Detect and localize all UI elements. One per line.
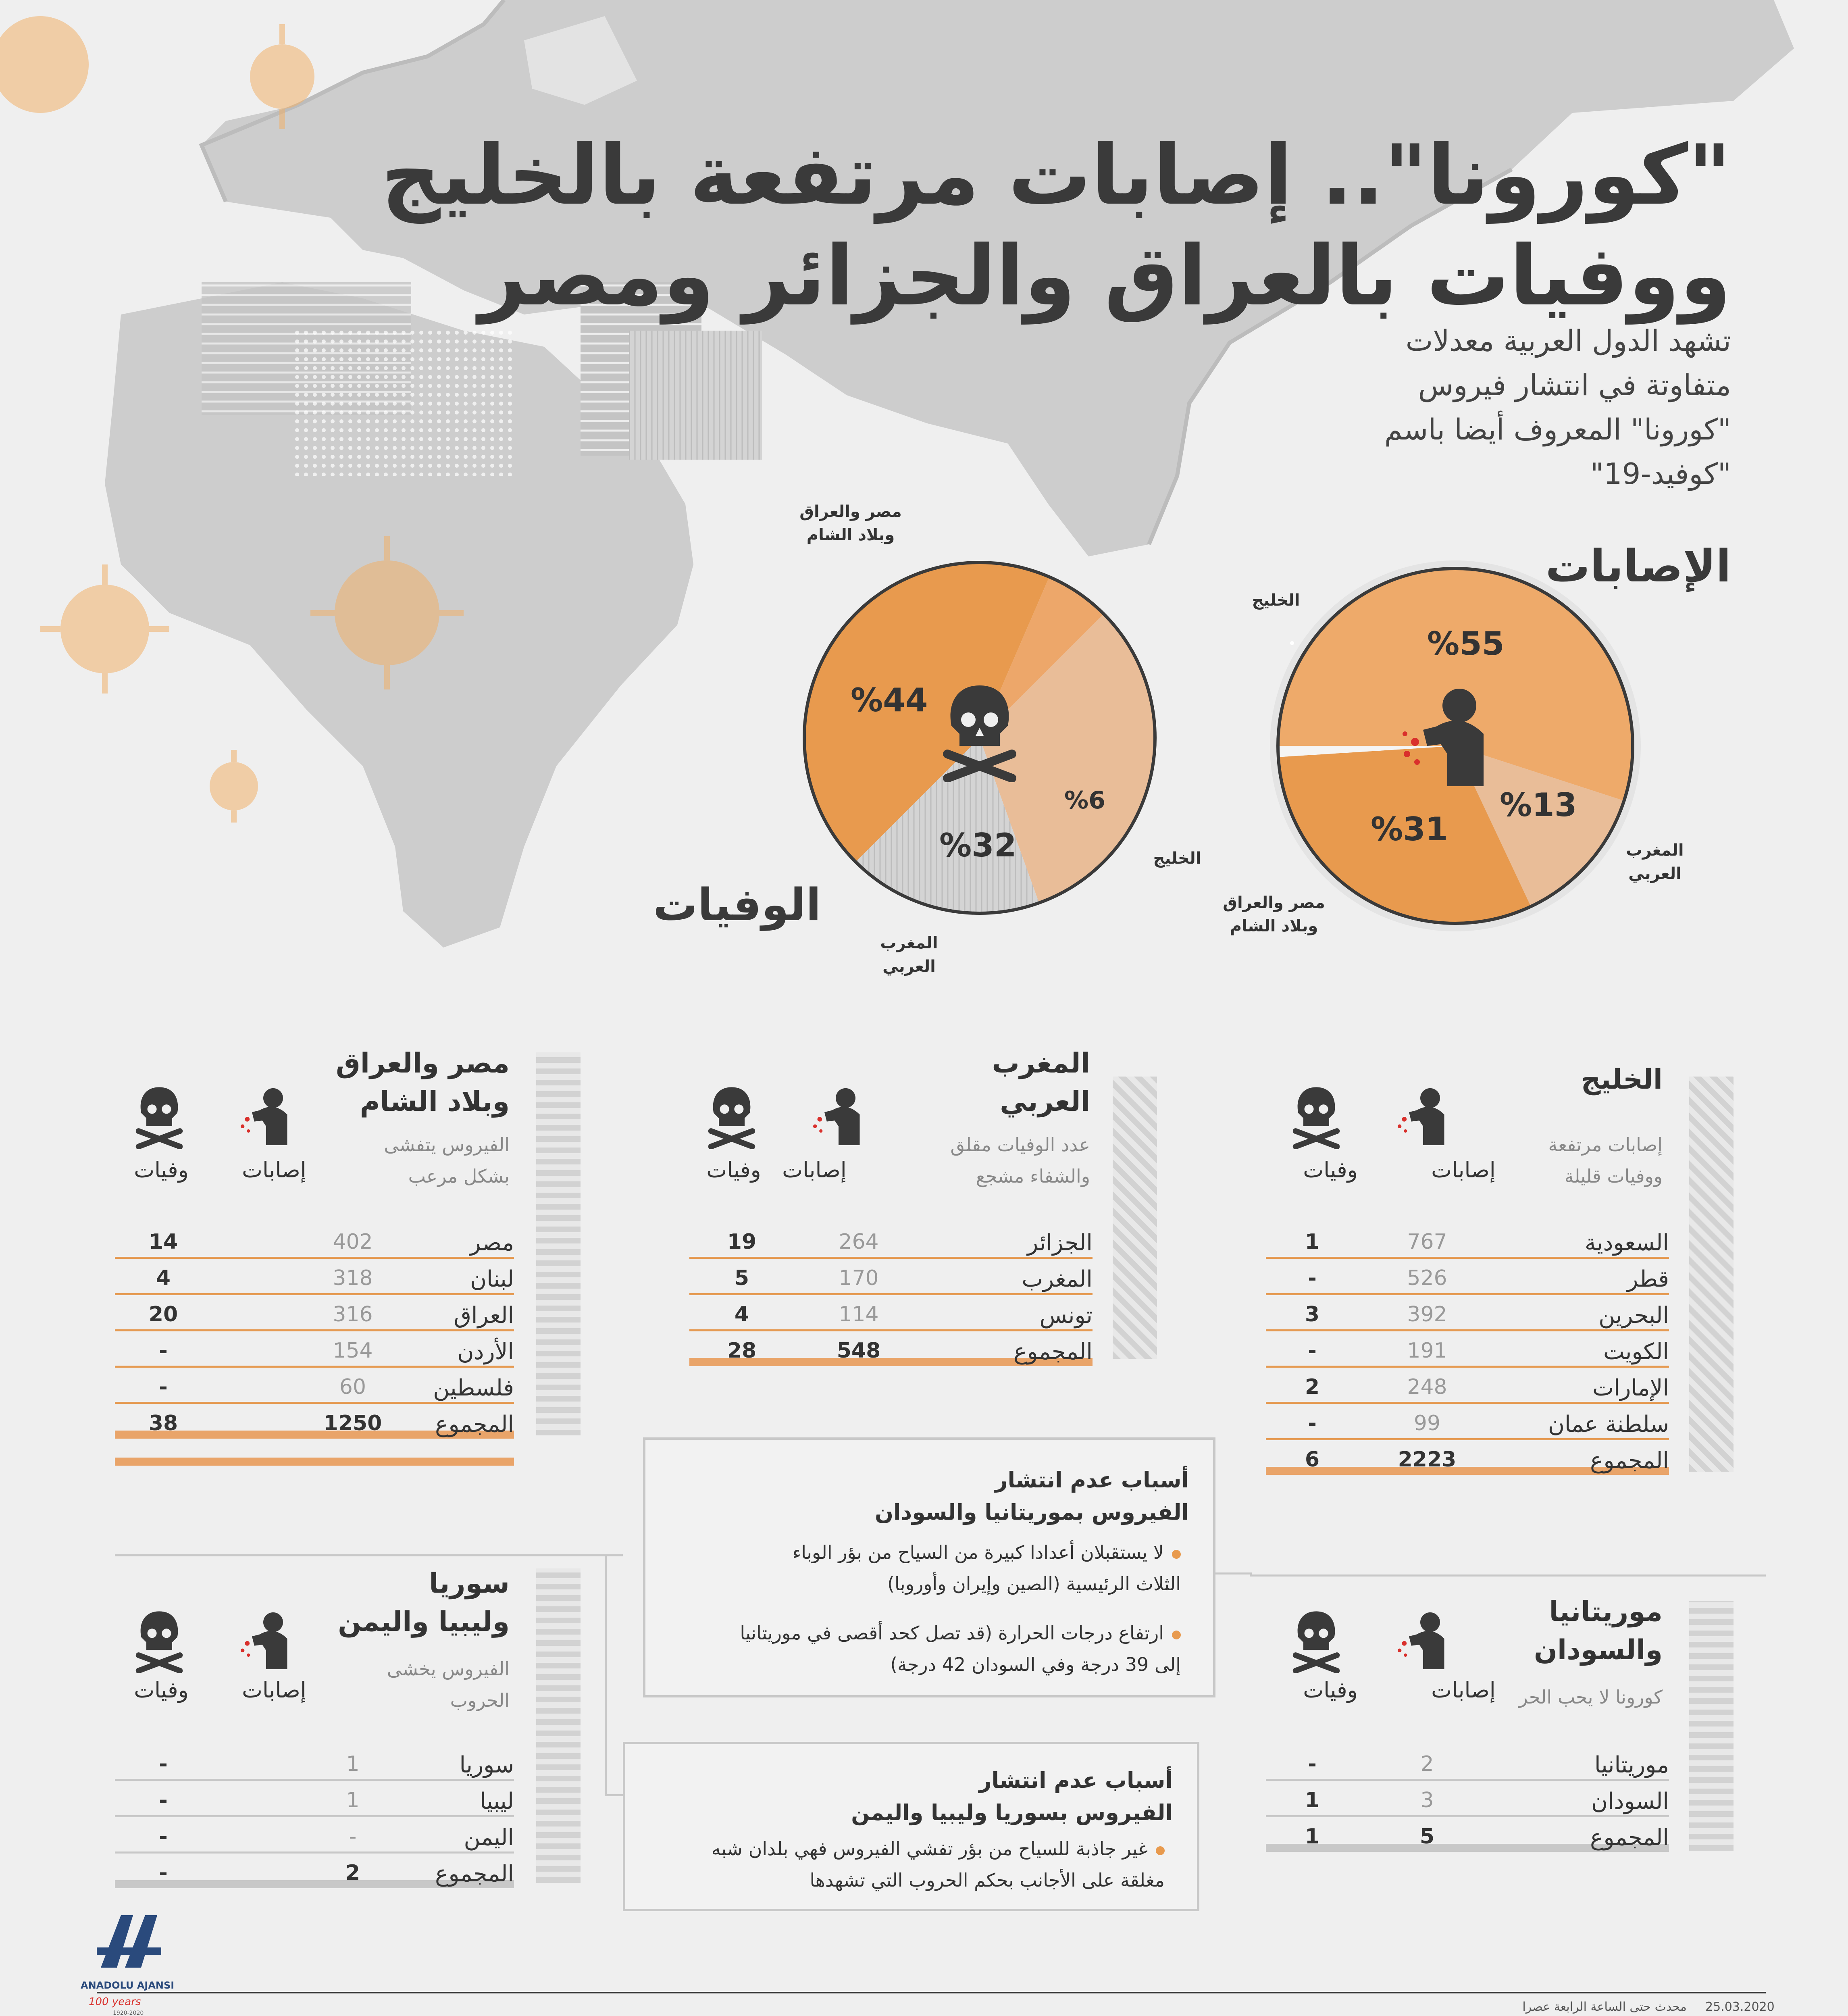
cases-value: 3 (1420, 1788, 1434, 1812)
table-row (1266, 1302, 1669, 1331)
deaths-value: 4 (156, 1266, 171, 1290)
country-name: البحرين (1598, 1302, 1669, 1329)
cases-value: 316 (333, 1302, 373, 1327)
cases-value: 2 (345, 1861, 360, 1885)
table-total-row (115, 1861, 514, 1890)
country-name: سوريا (459, 1752, 514, 1778)
mauritania-pattern-bar (1689, 1601, 1734, 1851)
table-row (1266, 1375, 1669, 1404)
page-title (320, 125, 1731, 327)
table-row (1266, 1230, 1669, 1259)
syria-title: سوريا وليبيا واليمن (338, 1568, 510, 1638)
syria-subtitle: الفيروس يخشى الحروب (387, 1658, 510, 1711)
table-total-row (689, 1339, 1093, 1368)
maghreb-pattern-bar (1113, 1077, 1157, 1359)
levant-deaths-header: وفيات (134, 1157, 189, 1183)
cases-value: 526 (1407, 1266, 1447, 1290)
row-divider (1266, 1293, 1669, 1295)
subtitle-line: "كورونا" المعروف أيضا باسم (1384, 412, 1731, 446)
infections-pct-egypt-iraq: %31 (1371, 810, 1448, 848)
country-name: الأردن (457, 1339, 514, 1365)
mauritania-subtitle: كورونا لا يحب الحر (1519, 1686, 1663, 1708)
deaths-value: 28 (727, 1339, 757, 1363)
reasons-syria-item: غير جاذبة للسياح من بؤر تفشي الفيروس فهي بلدان شبه مغلقة على الأجانب بحكم الحروب التي تشهدها (711, 1838, 1165, 1891)
row-divider (689, 1257, 1093, 1259)
syria-deaths-header: وفيات (134, 1677, 189, 1703)
country-name: الكويت (1603, 1339, 1669, 1365)
deaths-value: 5 (734, 1266, 749, 1290)
deaths-value: 20 (148, 1302, 178, 1327)
row-divider (1266, 1257, 1669, 1259)
row-divider (115, 1779, 514, 1781)
cases-value: 402 (333, 1230, 373, 1254)
sneeze-icon (810, 1085, 867, 1151)
cases-value: 318 (333, 1266, 373, 1290)
skull-icon (705, 1085, 758, 1151)
bullet-icon (1156, 1846, 1165, 1855)
country-name: المجموع (1013, 1339, 1093, 1365)
syria-cases-header: إصابات (242, 1677, 306, 1703)
cases-value: 264 (839, 1230, 879, 1254)
gulf-subtitle: إصابات مرتفعة ووفيات قليلة (1548, 1134, 1663, 1187)
table-total-row (1266, 1447, 1669, 1477)
pie-label-dot (1290, 641, 1294, 645)
cases-value: 392 (1407, 1302, 1447, 1327)
footer-date: 25.03.2020 (1705, 2000, 1775, 2014)
infections-label-gulf: الخليج (1252, 591, 1300, 610)
row-divider (115, 1815, 514, 1817)
country-name: السودان (1591, 1788, 1669, 1814)
cases-value: 99 (1413, 1411, 1441, 1435)
maghreb-cases-header: إصابات (782, 1157, 847, 1183)
table-row (689, 1302, 1093, 1331)
deaths-heading: الوفيات (653, 879, 821, 931)
deaths-value: - (159, 1824, 168, 1849)
levant-cases-header: إصابات (242, 1157, 306, 1183)
table-row (115, 1752, 514, 1781)
centenary-range: 1920-2020 (113, 2010, 144, 2016)
cases-value: 154 (333, 1339, 373, 1363)
row-divider (1266, 1329, 1669, 1331)
levant-subtitle: الفيروس يتفشى بشكل مرعب (384, 1134, 510, 1187)
deaths-value: - (159, 1788, 168, 1812)
skull-icon (1290, 1609, 1342, 1675)
table-total-row (115, 1411, 514, 1440)
levant-title: مصر والعراق وبلاد الشام (336, 1048, 510, 1118)
subtitle-line: متفاوتة في انتشار فيروس (1418, 368, 1731, 402)
country-name: الجزائر (1027, 1230, 1093, 1256)
deaths-value: - (159, 1752, 168, 1776)
country-name: المجموع (435, 1861, 514, 1887)
deaths-value: - (1308, 1266, 1317, 1290)
gulf-pattern-bar (1689, 1077, 1734, 1472)
maghreb-subtitle: عدد الوفيات مقلق والشفاء مشجع (950, 1134, 1090, 1187)
deaths-value: 2 (1305, 1375, 1320, 1399)
deaths-label-maghreb: المغرب العربي (880, 934, 938, 976)
table-row (1266, 1411, 1669, 1440)
infections-heading: الإصابات (1545, 540, 1731, 592)
connector-line (605, 1554, 607, 1796)
title-line-1: "كورونا".. إصابات مرتفعة بالخليج (381, 127, 1731, 223)
cases-value: 191 (1407, 1339, 1447, 1363)
deaths-value: - (1308, 1411, 1317, 1435)
table-row (115, 1375, 514, 1404)
skull-icon (133, 1609, 185, 1675)
deaths-value: 19 (727, 1230, 757, 1254)
infections-label-egypt-iraq: مصر والعراق وبلاد الشام (1223, 893, 1325, 935)
table-total-row (1266, 1824, 1669, 1854)
cases-value: 170 (839, 1266, 879, 1290)
sneeze-icon (1395, 1085, 1451, 1151)
row-divider (115, 1366, 514, 1368)
cases-value: - (349, 1824, 357, 1849)
deaths-label-gulf: الخليج (1153, 849, 1201, 868)
row-divider (1266, 1402, 1669, 1404)
cases-value: 1 (346, 1752, 360, 1776)
table-row (1266, 1339, 1669, 1368)
infections-pct-gulf: %55 (1427, 625, 1505, 662)
reasons-mauritania-box (643, 1437, 1215, 1697)
deaths-value: - (159, 1339, 168, 1363)
table-row (1266, 1266, 1669, 1295)
table-row (689, 1266, 1093, 1295)
row-divider (115, 1257, 514, 1259)
country-name: مصر (470, 1230, 514, 1256)
deaths-value: 6 (1305, 1447, 1320, 1472)
mauritania-title: موريتانيا والسودان (1534, 1596, 1663, 1666)
cases-value: 60 (339, 1375, 366, 1399)
infections-pct-maghreb: %13 (1500, 786, 1577, 824)
table-row (689, 1230, 1093, 1259)
levant-pattern-bar (536, 1052, 581, 1435)
row-divider (1266, 1366, 1669, 1368)
reasons-syria-title: أسباب عدم انتشار الفيروس بسوريا وليبيا واليمن (851, 1768, 1173, 1825)
table-row (115, 1230, 514, 1259)
deaths-pct-egypt-iraq: %44 (851, 681, 928, 719)
cases-value: 1 (346, 1788, 360, 1812)
deaths-value: - (159, 1861, 168, 1885)
bullet-icon (1172, 1631, 1181, 1639)
table-row (115, 1339, 514, 1368)
reasons-mauritania-title: أسباب عدم انتشار الفيروس بموريتانيا والسودان (874, 1467, 1189, 1525)
country-name: المجموع (1590, 1824, 1669, 1851)
cases-value: 2223 (1398, 1447, 1457, 1472)
table-row (115, 1302, 514, 1331)
country-name: ليبيا (480, 1788, 514, 1814)
levant-bottom-bar (115, 1458, 514, 1466)
syria-divider (115, 1554, 623, 1556)
gulf-title: الخليج (1581, 1064, 1663, 1095)
skull-icon (1290, 1085, 1342, 1151)
table-row (115, 1788, 514, 1817)
gulf-deaths-header: وفيات (1303, 1157, 1358, 1183)
skull-icon (939, 681, 1020, 782)
cases-value: 2 (1420, 1752, 1434, 1776)
subtitle-line: "كوفيد-19" (1590, 457, 1731, 491)
row-divider (1266, 1779, 1669, 1781)
footer-divider (97, 1992, 1766, 1993)
country-name: المغرب (1022, 1266, 1093, 1292)
deaths-value: - (1308, 1752, 1317, 1776)
country-name: سلطنة عمان (1548, 1411, 1669, 1437)
centenary-badge: 100 years (89, 1996, 141, 2008)
country-name: السعودية (1584, 1230, 1669, 1256)
country-name: الإمارات (1592, 1375, 1669, 1401)
connector-line (605, 1794, 625, 1796)
logo-text: ANADOLU AJANSI (81, 1980, 175, 1991)
deaths-value: 14 (148, 1230, 178, 1254)
mauritania-deaths-header: وفيات (1303, 1677, 1358, 1703)
deaths-value: 38 (148, 1411, 178, 1435)
cases-value: 114 (839, 1302, 879, 1327)
row-divider (115, 1329, 514, 1331)
bullet-icon (1172, 1550, 1181, 1559)
row-divider (689, 1293, 1093, 1295)
reasons-mauritania-item: ارتفاع درجات الحرارة (قد تصل كحد أقصى في موريتانيا إلى 39 درجة وفي السودان 42 درجة) (740, 1622, 1181, 1675)
deaths-label-egypt-iraq: مصر والعراق وبلاد الشام (799, 502, 902, 544)
deaths-value: 3 (1305, 1302, 1320, 1327)
sneeze-icon (238, 1085, 294, 1151)
anadolu-logo-icon (89, 1907, 169, 1980)
infections-label-maghreb: المغرب العربي (1626, 841, 1684, 883)
deaths-value: 4 (734, 1302, 749, 1327)
deaths-value: 1 (1305, 1230, 1320, 1254)
title-line-2: ووفيات بالعراق والجزائر ومصر (479, 228, 1731, 324)
deaths-pct-maghreb: %32 (939, 827, 1017, 864)
mauritania-cases-header: إصابات (1431, 1677, 1496, 1703)
mauritania-divider (1250, 1574, 1766, 1577)
cases-value: 248 (1407, 1375, 1447, 1399)
page-subtitle (1207, 319, 1731, 496)
sneeze-icon (238, 1609, 294, 1675)
gulf-cases-header: إصابات (1431, 1157, 1496, 1183)
reasons-syria-box (623, 1742, 1199, 1911)
deaths-value: 1 (1305, 1824, 1320, 1849)
row-divider (1266, 1438, 1669, 1440)
row-divider (115, 1402, 514, 1404)
row-divider (115, 1293, 514, 1295)
subtitle-line: تشهد الدول العربية معدلات (1405, 324, 1731, 358)
table-row (1266, 1788, 1669, 1817)
sneeze-icon (1399, 685, 1496, 790)
deaths-value: 1 (1305, 1788, 1320, 1812)
reasons-mauritania-item: لا يستقبلان أعدادا كبيرة من السياح من بؤر الوباء الثلاث الرئيسية (الصين وإيران وأوروبا) (792, 1541, 1181, 1595)
country-name: اليمن (464, 1824, 514, 1851)
syria-pattern-bar (536, 1568, 581, 1883)
country-name: تونس (1039, 1302, 1093, 1329)
country-name: لبنان (470, 1266, 514, 1292)
sneeze-icon (1395, 1609, 1451, 1675)
table-row (1266, 1752, 1669, 1781)
country-name: موريتانيا (1594, 1752, 1669, 1778)
row-divider (115, 1851, 514, 1854)
maghreb-deaths-header: وفيات (706, 1157, 761, 1183)
cases-value: 5 (1419, 1824, 1435, 1849)
deaths-value: - (159, 1375, 168, 1399)
connector-line (1215, 1572, 1252, 1574)
maghreb-title: المغرب العربي (992, 1048, 1090, 1118)
country-name: قطر (1627, 1266, 1669, 1292)
country-name: المجموع (1590, 1447, 1669, 1474)
table-row (115, 1824, 514, 1854)
cases-value: 548 (837, 1339, 881, 1363)
country-name: المجموع (435, 1411, 514, 1437)
country-name: العراق (454, 1302, 514, 1329)
footer-updated: محدث حتى الساعة الرابعة عصرا (1522, 2000, 1687, 2014)
row-divider (1266, 1815, 1669, 1817)
cases-value: 1250 (323, 1411, 382, 1435)
deaths-pct-gulf: %6 (1064, 786, 1105, 814)
skull-icon (133, 1085, 185, 1151)
row-divider (689, 1329, 1093, 1331)
deaths-value: - (1308, 1339, 1317, 1363)
cases-value: 767 (1407, 1230, 1447, 1254)
country-name: فلسطين (433, 1375, 514, 1401)
table-row (115, 1266, 514, 1295)
